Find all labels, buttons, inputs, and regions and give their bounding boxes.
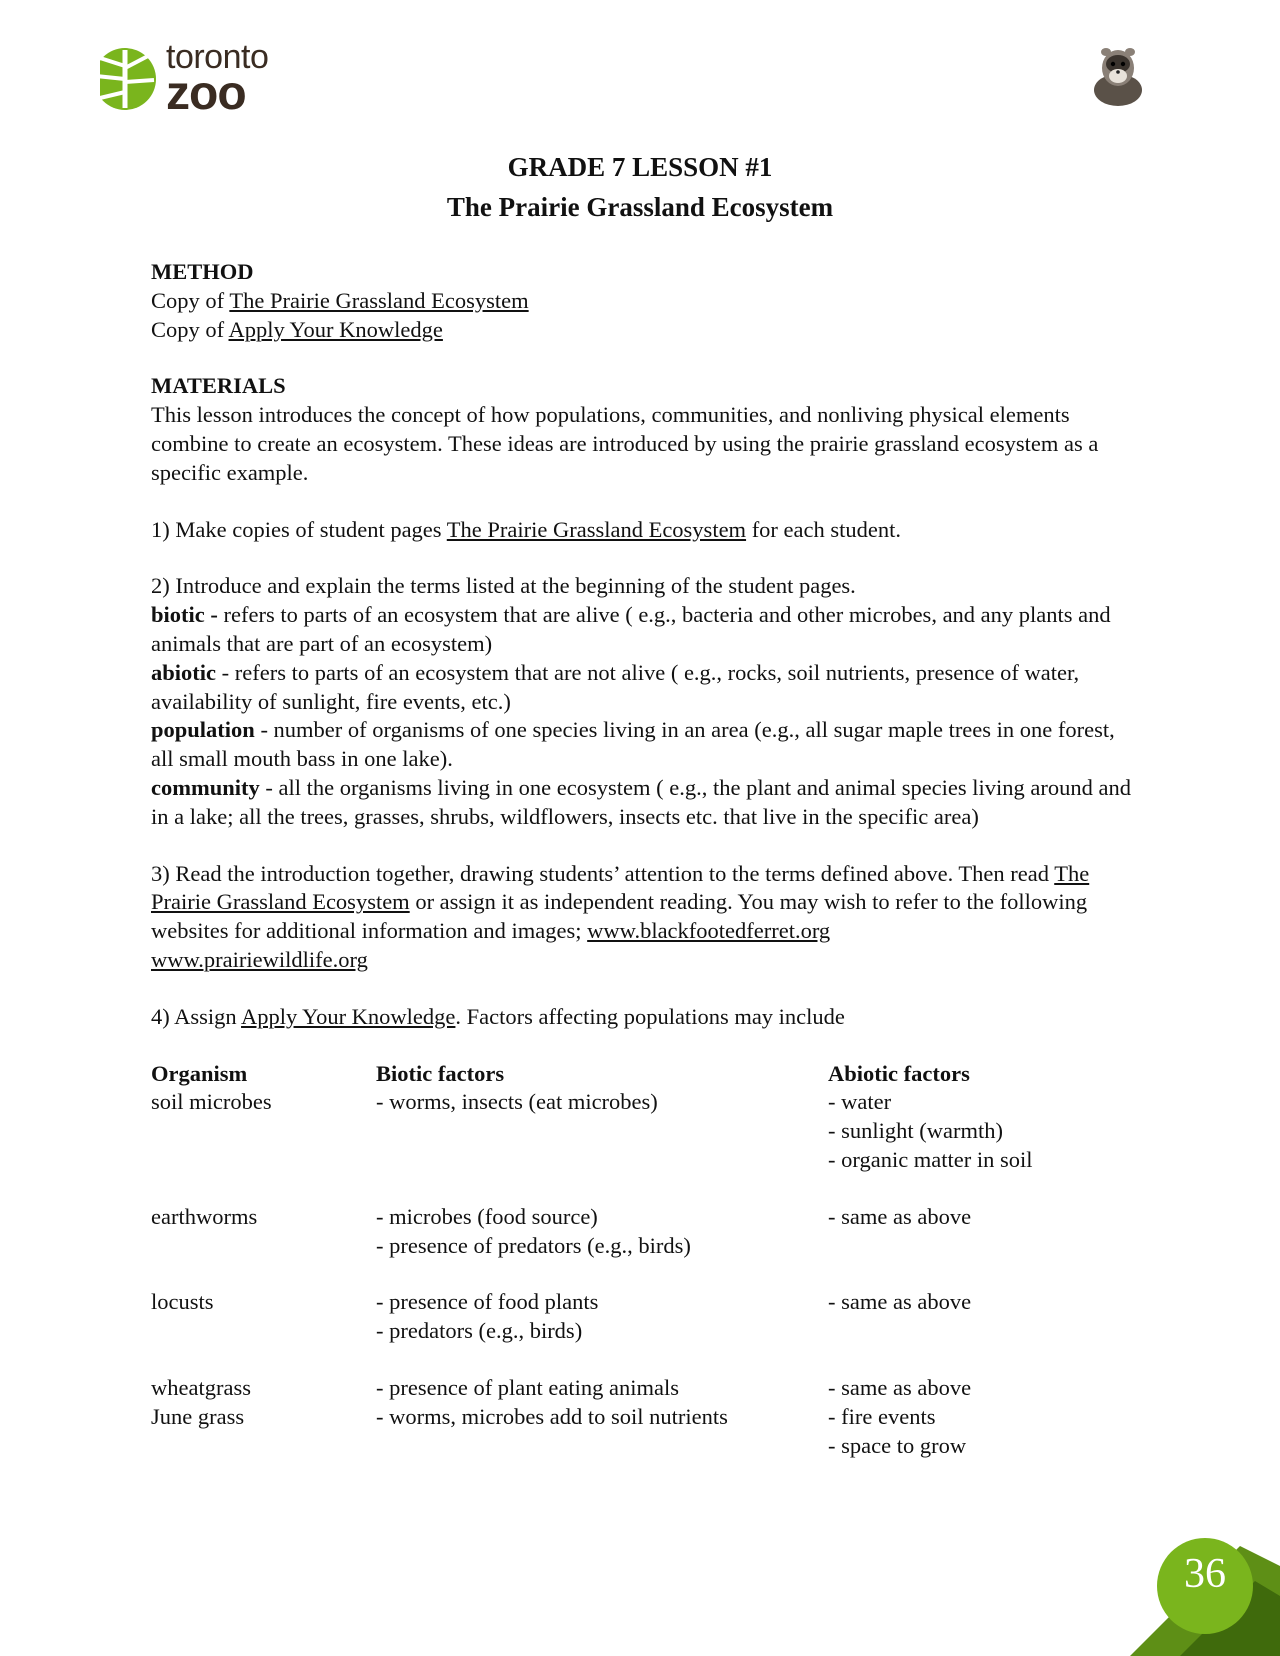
row-4-abiotic: - same as above - fire events - space to grow: [828, 1374, 972, 1458]
lesson-title: GRADE 7 LESSON #1: [507, 152, 773, 182]
factors-table: [151, 1060, 1141, 1461]
link-prairie-grassland-ecosystem[interactable]: The Prairie Grassland Ecosystem: [151, 860, 1090, 915]
header-organism: Organism: [151, 1060, 248, 1086]
step-3: 3) Read the introduction together, drawing students’ attention to the terms defined above. Then read The Prairie Grassland Ecosystem or assign it as independent reading. You may wish to refer to the following websites for additional information and images; www.blackfootedferret.org www.prairiewildlife.org: [151, 860, 1090, 972]
row-1-abiotic: - water - sunlight (warmth) - organic matter in soil: [828, 1089, 1033, 1172]
logo-text-toronto: toronto: [166, 38, 269, 76]
row-3-abiotic: - same as above: [828, 1289, 972, 1315]
materials-intro: This lesson introduces the concept of how populations, communities, and nonliving physical elements combine to create an ecosystem. These ideas are introduced by using the prairie grassland ecosystem as a specific example.: [151, 402, 1099, 485]
link-prairie-grassland-ecosystem[interactable]: The Prairie Grassland Ecosystem: [446, 516, 747, 542]
row-2-abiotic: - same as above: [828, 1203, 972, 1229]
row-3-organism: locusts: [151, 1289, 214, 1315]
link-apply-your-knowledge[interactable]: Apply Your Knowledge: [228, 316, 443, 342]
row-1-organism: soil microbes: [151, 1089, 272, 1115]
toronto-zoo-logo: [92, 40, 268, 118]
link-prairie-grassland-ecosystem[interactable]: The Prairie Grassland Ecosystem: [229, 287, 529, 313]
link-blackfootedferret[interactable]: www.blackfootedferret.org: [587, 918, 831, 944]
lesson-content: [151, 258, 1141, 1460]
zoo-leaf-icon: [92, 46, 158, 112]
term-population: population - number of organisms of one species living in an area (e.g., all sugar maple trees in one forest, all small mouth bass in one lake).: [151, 717, 1115, 772]
method-line-2: Copy of Apply Your Knowledge: [151, 316, 443, 342]
step-1: 1) Make copies of student pages The Prairie Grassland Ecosystem for each student.: [151, 516, 902, 542]
step-4: 4) Assign Apply Your Knowledge. Factors affecting populations may include: [151, 1003, 845, 1029]
row-1-biotic: - worms, insects (eat microbes): [376, 1089, 658, 1115]
ferret-image: [1088, 40, 1148, 108]
materials-heading: MATERIALS: [151, 373, 286, 399]
logo-text-zoo: zoo: [166, 67, 246, 120]
row-3-biotic: - presence of food plants - predators (e.g., birds): [376, 1289, 599, 1344]
header-biotic: Biotic factors: [376, 1060, 505, 1086]
term-abiotic: abiotic - refers to parts of an ecosystem that are not alive ( e.g., rocks, soil nutrients, presence of water, availability of sunlight, fire events, etc.): [151, 659, 1080, 714]
row-4-organism: wheatgrass June grass: [151, 1374, 251, 1429]
term-community: community - all the organisms living in one ecosystem ( e.g., the plant and animal species living around and in a lake; all the trees, grasses, shrubs, wildflowers, insects etc. that live in the specific area): [151, 774, 1132, 829]
row-2-organism: earthworms: [151, 1203, 258, 1229]
link-apply-your-knowledge[interactable]: Apply Your Knowledge: [241, 1003, 456, 1029]
method-heading: METHOD: [151, 259, 254, 284]
step-2: 2) Introduce and explain the terms listed at the beginning of the student pages.: [151, 573, 856, 599]
link-prairiewildlife[interactable]: www.prairiewildlife.org: [151, 946, 368, 972]
term-biotic: biotic - refers to parts of an ecosystem that are alive ( e.g., bacteria and other microbes, and any plants and animals that are part of an ecosystem): [151, 602, 1111, 656]
lesson-subtitle: The Prairie Grassland Ecosystem: [446, 192, 834, 222]
row-2-biotic: - microbes (food source) - presence of predators (e.g., birds): [376, 1203, 691, 1258]
row-4-biotic: - presence of plant eating animals - worms, microbes add to soil nutrients: [376, 1374, 728, 1429]
header-abiotic: Abiotic factors: [828, 1060, 970, 1086]
page-number: 36: [1184, 1551, 1226, 1597]
method-line-1: Copy of The Prairie Grassland Ecosystem: [151, 287, 529, 313]
